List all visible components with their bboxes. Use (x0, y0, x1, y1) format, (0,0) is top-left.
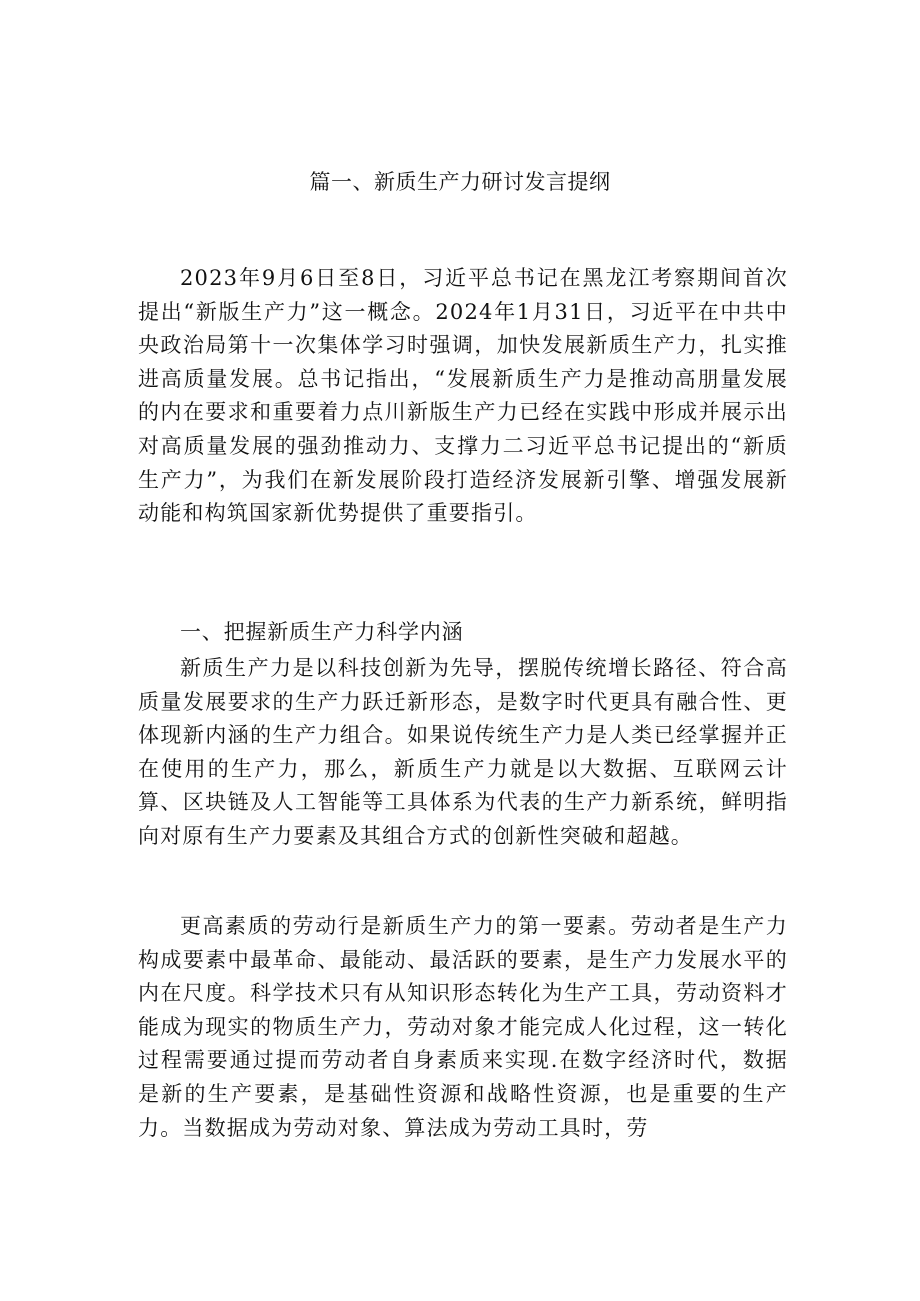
paragraph-block-3 (138, 910, 788, 1145)
document-title: 篇一、新质生产力研讨发言提纲 (309, 170, 611, 194)
paragraph-block-2 (138, 652, 788, 854)
paragraph-definition: 新质生产力是以科技创新为先导，摆脱传统增长路径、符合高质量发展要求的生产力跃迁新形态，是数字时代更具有融合性、更体现新内涵的生产力组合。如果说传统生产力是人类已经掌握并正在使用的生产力，那么，新质生产力就是以大数据、互联网云计算、区块链及人工智能等工具体系为代表的生产力新系统，鲜明指向对原有生产力要素及其组合方式的创新性突破和超越。 (138, 656, 788, 848)
section-heading: 一、把握新质生产力科学内涵 (180, 620, 464, 644)
paragraph-block-1 (138, 262, 788, 531)
paragraph-intro: 2023年9月6日至8日，习近平总书记在黑龙江考察期间首次提出“新版生产力”这一概念。2024年1月31日，习近平在中共中央政治局第十一次集体学习时强调，加快发展新质生产力，扎实推进高质量发展。总书记指出，“发展新质生产力是推动高朋量发展的内在要求和重要着力点川新版生产力已经在实践中形成并展示出对高质量发展的强劲推动力、支撑力二习近平总书记提出的“新质生产力”，为我们在新发展阶段打造经济发展新引擎、增强发展新动能和构筑国家新优势提供了重要指引。 (138, 266, 788, 526)
paragraph-labor: 更高素质的劳动行是新质生产力的第一要素。劳动者是生产力构成要素中最革命、最能动、最活跃的要素，是生产力发展水平的内在尺度。科学技术只有从知识形态转化为生产工具，劳动资料才能成为现实的物质生产力，劳动对象才能完成人化过程，这一转化过程需要通过提而劳动者自身素质来实现.在数字经济时代，数据是新的生产要素，是基础性资源和战略性资源，也是重要的生产力。当数据成为劳动对象、算法成为劳动工具时，劳 (138, 914, 788, 1140)
